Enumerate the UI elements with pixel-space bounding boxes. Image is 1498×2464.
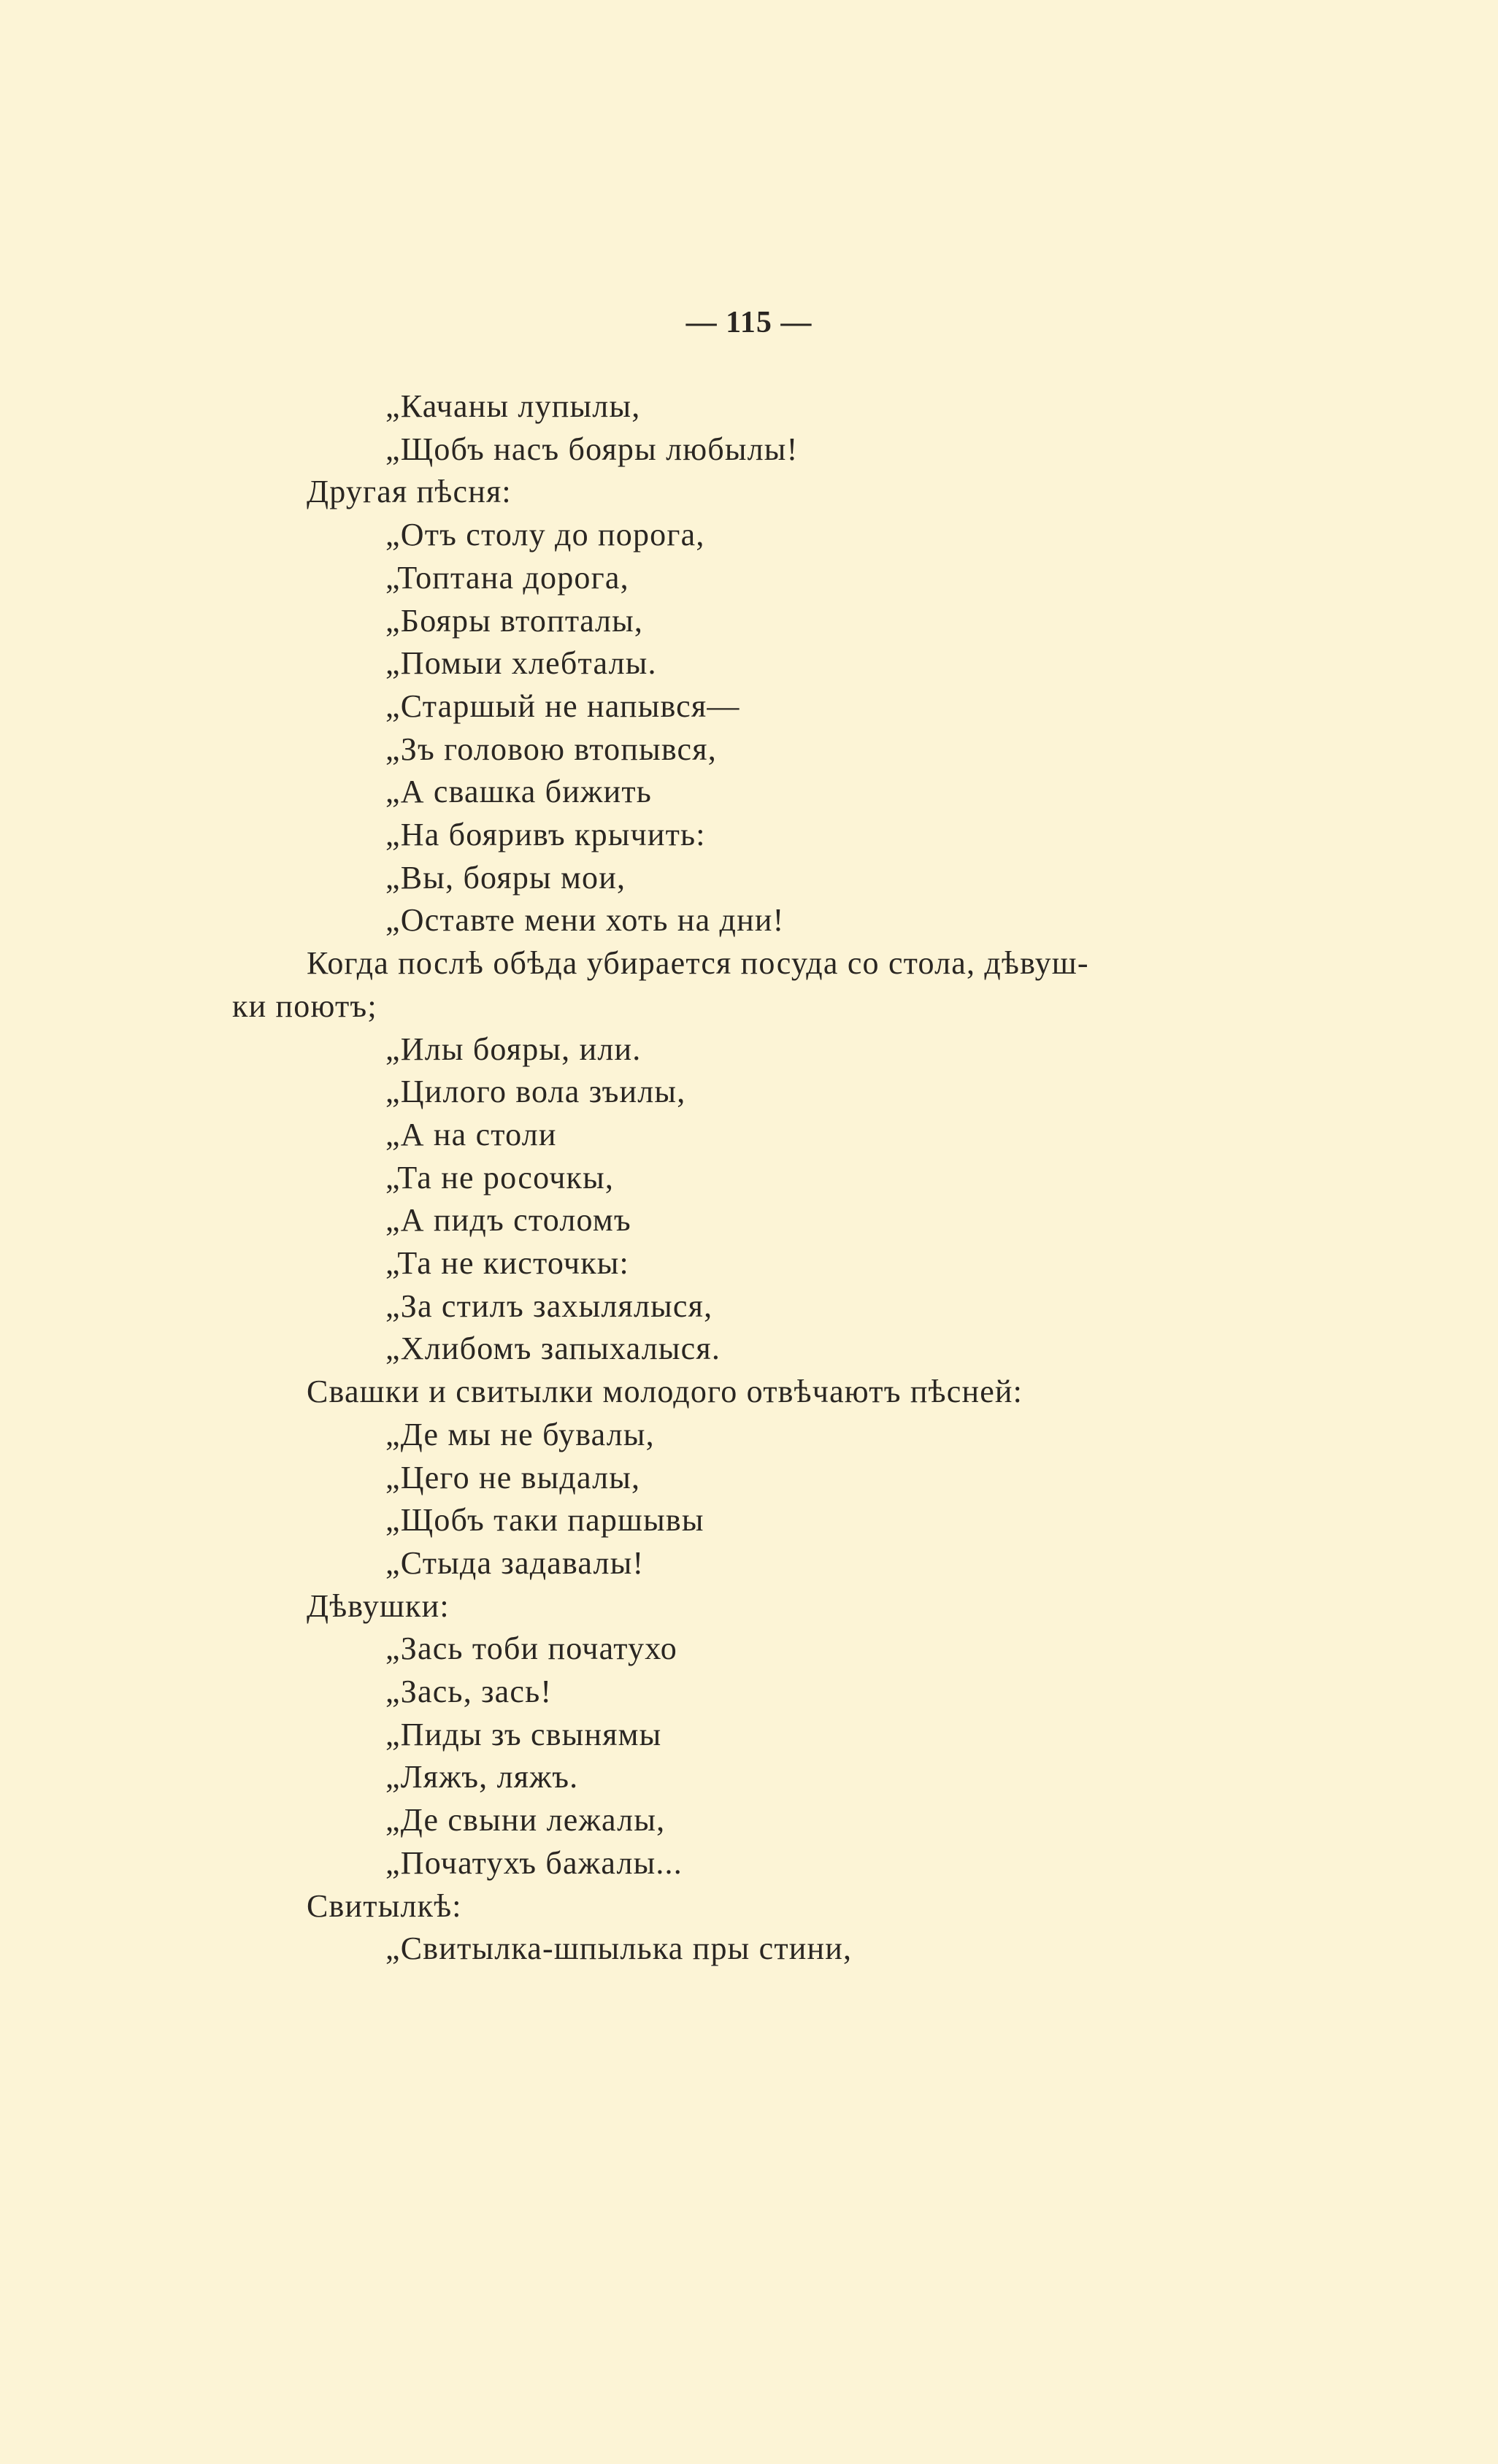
- paragraph-line: Дѣвушки:: [307, 1587, 450, 1624]
- verse-line: „Помыи хлебталы.: [385, 645, 657, 682]
- verse-line: „Де свыни лежалы,: [385, 1802, 666, 1839]
- verse-line: „Топтана дорога,: [385, 559, 629, 596]
- verse-line: „Щобъ таки паршывы: [385, 1502, 704, 1539]
- paragraph-continuation: ки поютъ;: [232, 987, 377, 1024]
- paragraph-line: Когда послѣ обѣда убирается посуда со стола, дѣвуш-: [307, 945, 1089, 982]
- paragraph-line: Свитылкѣ:: [307, 1887, 462, 1924]
- verse-line: „Стыда задавалы!: [385, 1544, 645, 1581]
- verse-line: „Качаны лупылы,: [385, 388, 641, 424]
- verse-line: „Вы, бояры мои,: [385, 859, 626, 896]
- paragraph-line: Другая пѣсня:: [307, 474, 512, 510]
- verse-line: „Зась тоби початухо: [385, 1631, 677, 1667]
- verse-line: „Свитылка-шпылька пры стини,: [385, 1930, 853, 1967]
- page-number: — 115 —: [685, 306, 813, 339]
- verse-line: „Початухъ бажалы...: [385, 1844, 683, 1881]
- verse-line: „А пидъ столомъ: [385, 1202, 631, 1239]
- verse-line: „А свашка бижить: [385, 774, 653, 810]
- verse-line: „Цилого вола зъилы,: [385, 1074, 686, 1110]
- verse-line: „Де мы не бувалы,: [385, 1416, 655, 1452]
- verse-line: „Старшый не напывся—: [385, 688, 740, 724]
- verse-line: „Оставте мени хоть на дни!: [385, 902, 785, 939]
- verse-line: „Та не росочкы,: [385, 1159, 615, 1196]
- verse-line: „Илы бояры, или.: [385, 1031, 642, 1067]
- verse-line: „Щобъ насъ бояры любылы!: [385, 431, 799, 467]
- verse-line: „А на столи: [385, 1116, 557, 1152]
- verse-line: „Ляжъ, ляжъ.: [385, 1759, 579, 1795]
- verse-line: „Пиды зъ свынямы: [385, 1716, 662, 1752]
- verse-line: „Бояры втоптaлы,: [385, 602, 644, 639]
- verse-line: „Та не кисточкы:: [385, 1245, 629, 1281]
- verse-line: „Зась, зась!: [385, 1674, 553, 1709]
- verse-line: „За стилъ захылялыся,: [385, 1287, 713, 1324]
- verse-line: „Отъ столу до порога,: [385, 517, 705, 553]
- verse-line: „Цего не выдалы,: [385, 1459, 641, 1495]
- verse-line: „На бояривъ крычить:: [385, 817, 706, 852]
- verse-line: „Зъ головою втопывся,: [385, 731, 717, 767]
- verse-line: „Хлибомъ запыхалыся.: [385, 1331, 721, 1367]
- paragraph-line: Свашки и свитылки молодого отвѣчаютъ пѣсней:: [307, 1374, 1023, 1410]
